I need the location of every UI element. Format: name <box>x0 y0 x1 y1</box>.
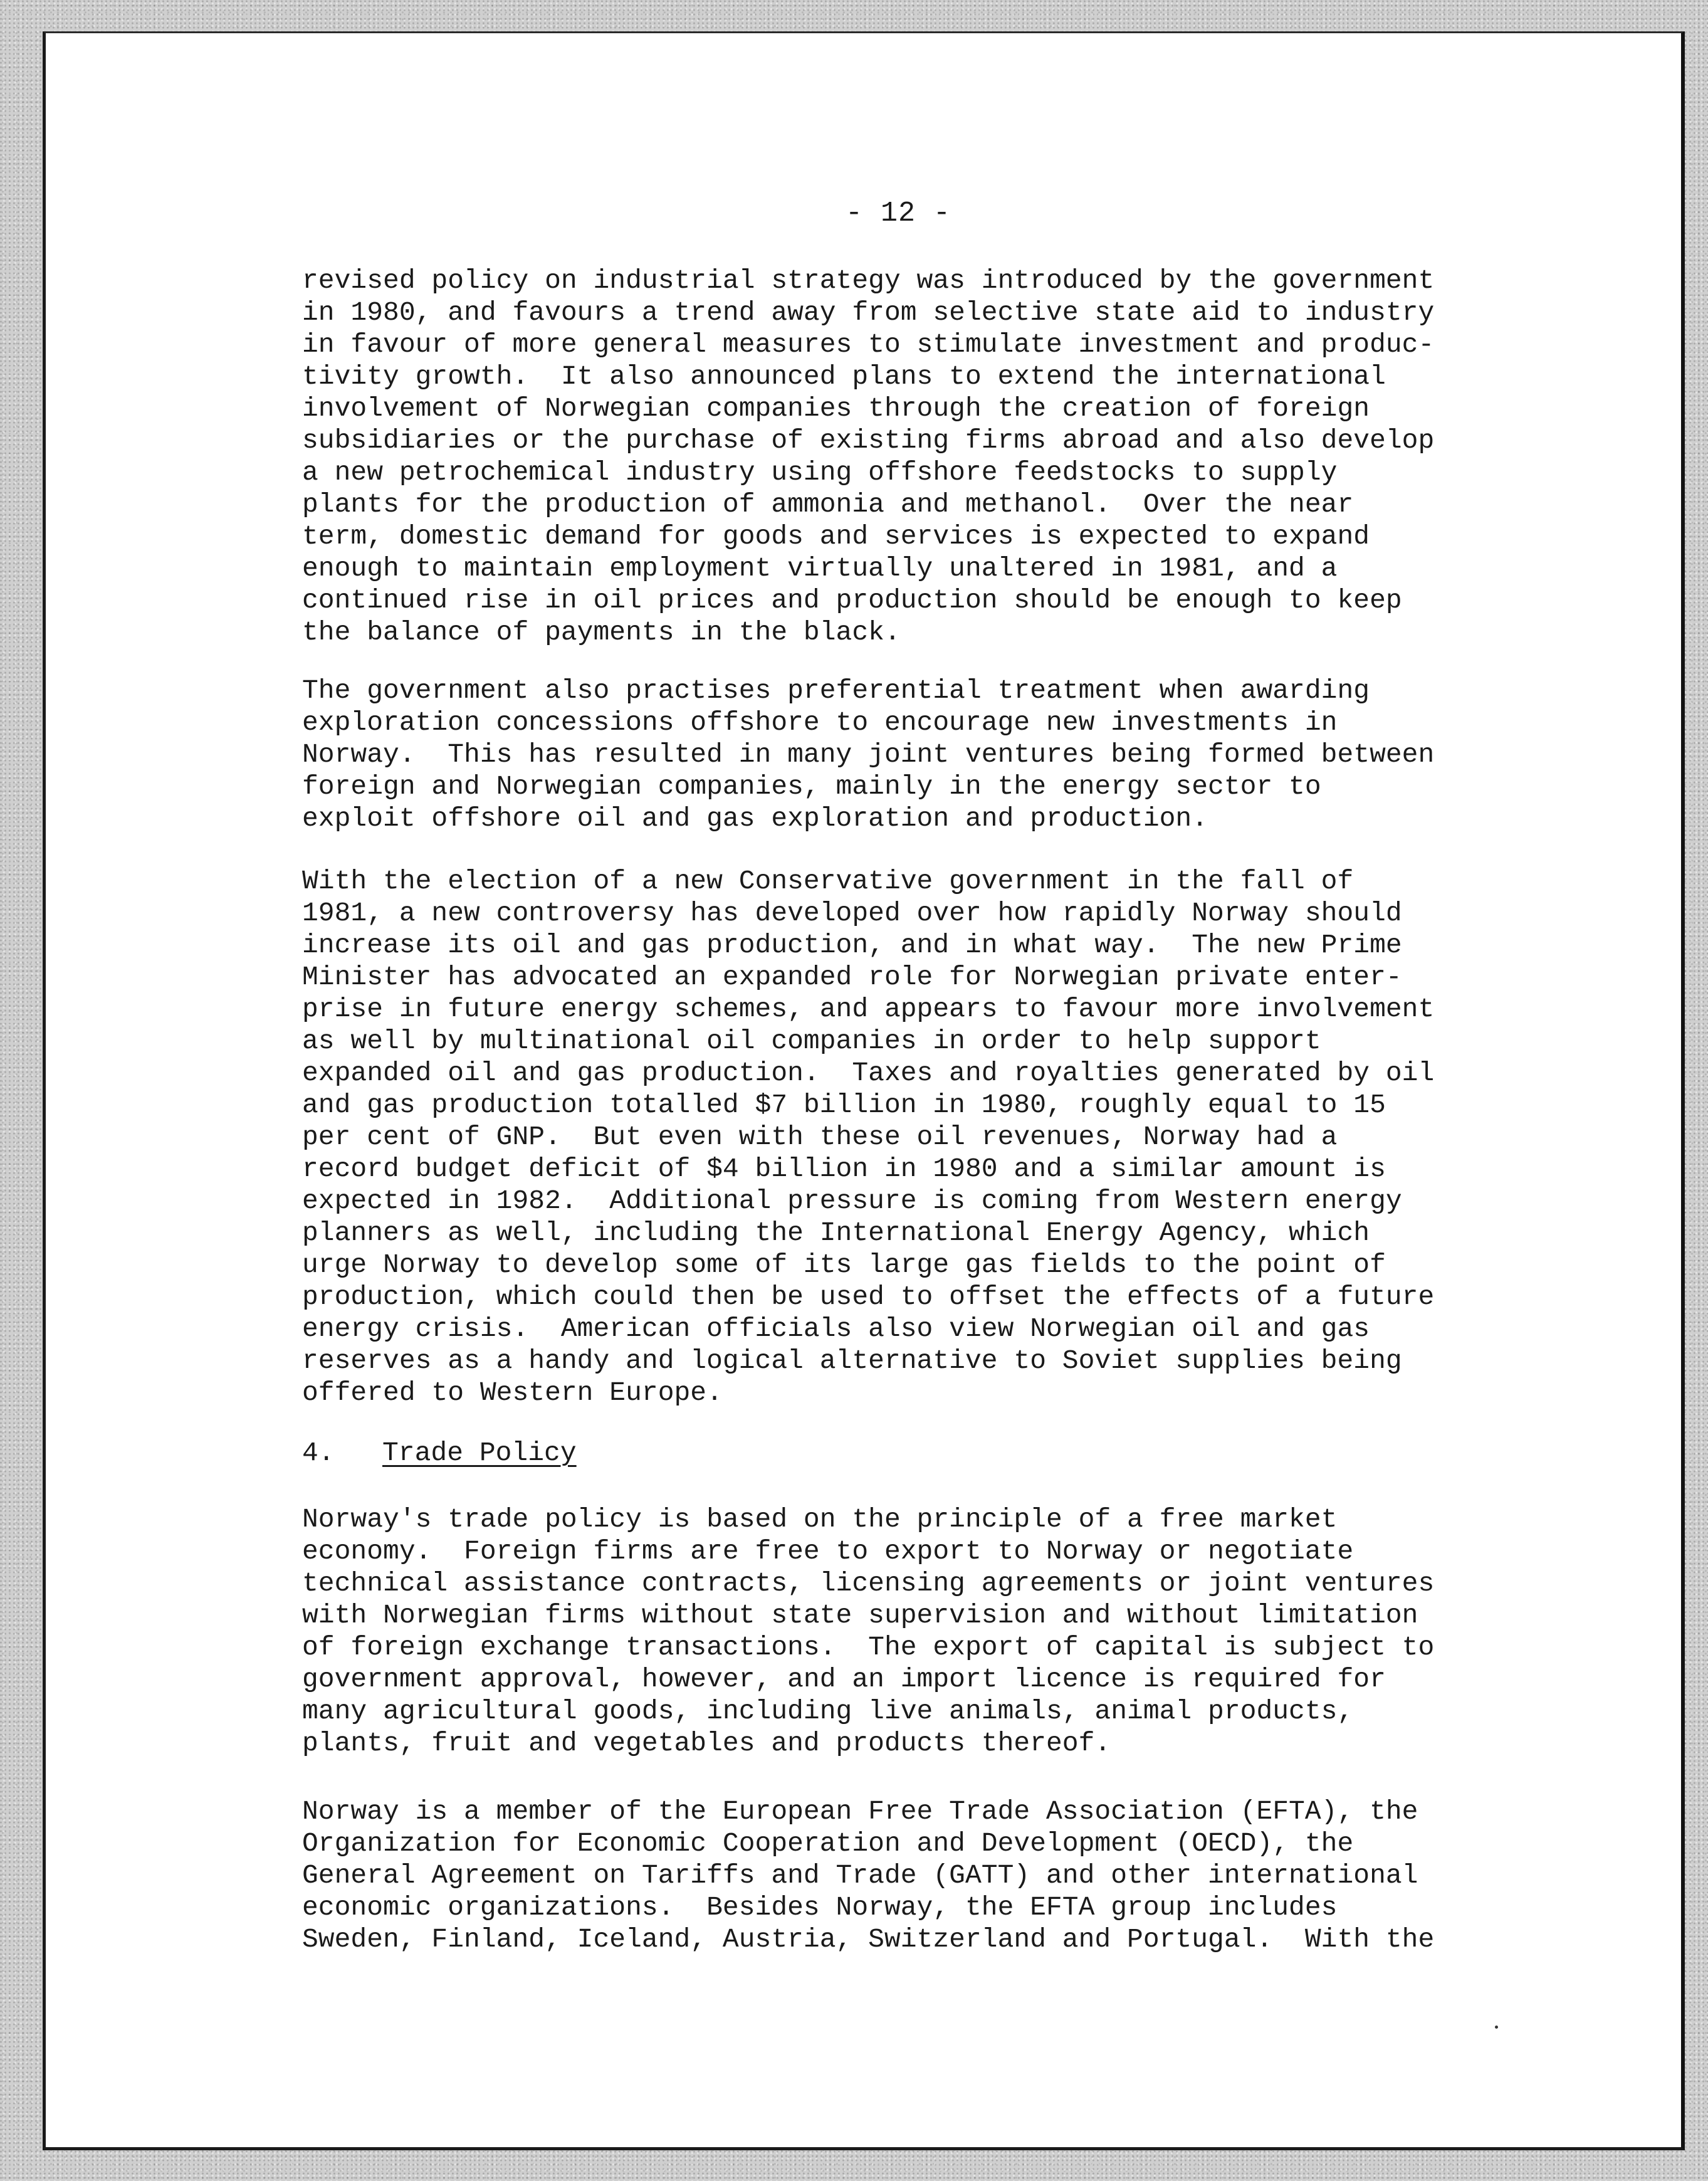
text-line: many agricultural goods, including live animals, animal products, <box>302 1696 1354 1726</box>
text-line: exploration concessions offshore to encourage new investments in <box>302 707 1338 738</box>
text-line: continued rise in oil prices and production should be enough to keep <box>302 585 1402 616</box>
text-line: Sweden, Finland, Iceland, Austria, Switzerland and Portugal. With the <box>302 1924 1435 1955</box>
text-line: government approval, however, and an import licence is required for <box>302 1664 1386 1695</box>
text-line: revised policy on industrial strategy was introduced by the government <box>302 265 1435 296</box>
text-line: term, domestic demand for goods and services is expected to expand <box>302 521 1370 552</box>
text-line: Norway. This has resulted in many joint ventures being formed between <box>302 739 1435 770</box>
paper-speck <box>1495 2026 1498 2029</box>
text-line: With the election of a new Conservative government in the fall of <box>302 866 1354 896</box>
text-line: plants, fruit and vegetables and products thereof. <box>302 1728 1111 1758</box>
text-line: as well by multinational oil companies in order to help support <box>302 1026 1321 1056</box>
section-heading <box>302 1437 577 1469</box>
text-line: prise in future energy schemes, and appears to favour more involvement <box>302 994 1435 1024</box>
text-line: Organization for Economic Cooperation and Development (OECD), the <box>302 1828 1354 1859</box>
text-line: with Norwegian firms without state supervision and without limitation <box>302 1600 1418 1631</box>
text-line: subsidiaries or the purchase of existing firms abroad and also develop <box>302 425 1435 456</box>
text-line: technical assistance contracts, licensing agreements or joint ventures <box>302 1568 1435 1599</box>
text-line: involvement of Norwegian companies through the creation of foreign <box>302 393 1370 424</box>
text-line: energy crisis. American officials also view Norwegian oil and gas <box>302 1313 1370 1344</box>
page-number: - 12 - <box>845 197 951 229</box>
text-line: foreign and Norwegian companies, mainly in the energy sector to <box>302 771 1321 802</box>
text-line: Norway is a member of the European Free Trade Association (EFTA), the <box>302 1796 1418 1827</box>
text-line: General Agreement on Tariffs and Trade (GATT) and other international <box>302 1860 1418 1891</box>
text-line: increase its oil and gas production, and in what way. The new Prime <box>302 930 1402 960</box>
text-line: of foreign exchange transactions. The export of capital is subject to <box>302 1632 1435 1663</box>
text-line: 1981, a new controversy has developed over how rapidly Norway should <box>302 898 1402 928</box>
text-line: exploit offshore oil and gas exploration and production. <box>302 803 1208 834</box>
text-line: economic organizations. Besides Norway, the EFTA group includes <box>302 1892 1338 1923</box>
text-line: production, which could then be used to offset the effects of a future <box>302 1281 1435 1312</box>
paragraph-conservative-government <box>302 865 1434 1409</box>
text-line: Norway's trade policy is based on the principle of a free market <box>302 1504 1338 1535</box>
text-line: in favour of more general measures to stimulate investment and produc- <box>302 329 1435 360</box>
text-line: The government also practises preferential treatment when awarding <box>302 675 1370 706</box>
text-line: tivity growth. It also announced plans to extend the international <box>302 361 1386 392</box>
paragraph-exploration-concessions <box>302 675 1434 834</box>
text-line: the balance of payments in the black. <box>302 617 901 648</box>
text-line: Minister has advocated an expanded role for Norwegian private enter- <box>302 962 1402 992</box>
text-line: in 1980, and favours a trend away from selective state aid to industry <box>302 297 1435 328</box>
text-line: expanded oil and gas production. Taxes and royalties generated by oil <box>302 1058 1435 1088</box>
text-line: offered to Western Europe. <box>302 1377 723 1408</box>
text-line: enough to maintain employment virtually unaltered in 1981, and a <box>302 553 1338 584</box>
paragraph-industrial-strategy <box>302 265 1434 648</box>
text-line: and gas production totalled $7 billion in 1980, roughly equal to 15 <box>302 1090 1386 1120</box>
text-line: a new petrochemical industry using offshore feedstocks to supply <box>302 457 1338 488</box>
text-line: reserves as a handy and logical alternative to Soviet supplies being <box>302 1345 1402 1376</box>
text-line: planners as well, including the International Energy Agency, which <box>302 1217 1370 1248</box>
text-line: plants for the production of ammonia and methanol. Over the near <box>302 489 1354 520</box>
text-line: expected in 1982. Additional pressure is coming from Western energy <box>302 1185 1402 1216</box>
section-number: 4. <box>302 1437 335 1468</box>
text-line: urge Norway to develop some of its large gas fields to the point of <box>302 1249 1386 1280</box>
text-line: per cent of GNP. But even with these oil revenues, Norway had a <box>302 1122 1338 1152</box>
paragraph-efta-membership <box>302 1795 1434 1955</box>
text-line: economy. Foreign firms are free to export to Norway or negotiate <box>302 1536 1354 1567</box>
paragraph-trade-policy <box>302 1503 1434 1759</box>
section-title: Trade Policy <box>382 1437 577 1468</box>
text-line: record budget deficit of $4 billion in 1980 and a similar amount is <box>302 1154 1386 1184</box>
